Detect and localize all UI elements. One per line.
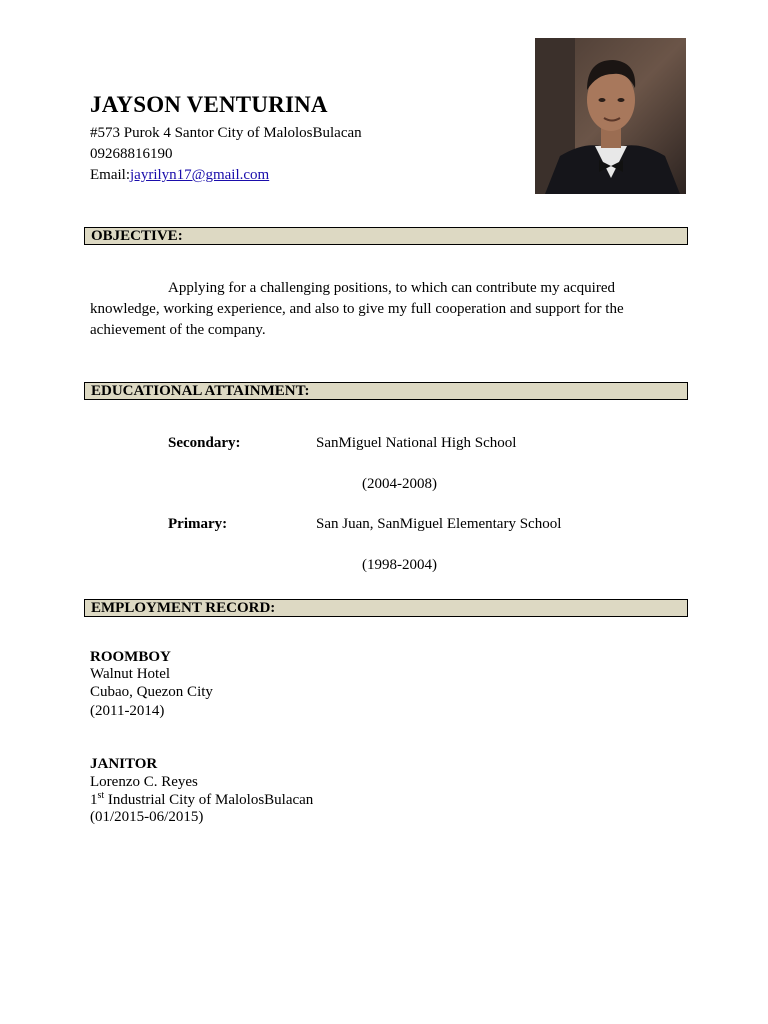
primary-label: Primary:	[168, 516, 228, 532]
profile-photo	[535, 38, 686, 194]
objective-text: Applying for a challenging positions, to which can contribute my acquired knowledge, working experience, and also to give my full cooperation and support for the achievement of the company.	[90, 280, 624, 338]
secondary-years: (2004-2008)	[362, 476, 437, 492]
address: #573 Purok 4 Santor City of MalolosBulacan	[90, 125, 362, 141]
job-title: JANITOR	[90, 756, 158, 772]
job-location: Cubao, Quezon City	[90, 684, 213, 700]
objective-heading: OBJECTIVE:	[84, 227, 688, 245]
email-label: Email:	[90, 167, 130, 183]
job-employer: Walnut Hotel	[90, 666, 171, 682]
education-heading: EDUCATIONAL ATTAINMENT:	[84, 382, 688, 400]
primary-years: (1998-2004)	[362, 557, 437, 573]
email-line	[90, 166, 269, 184]
job-location: 1st Industrial City of MalolosBulacan	[90, 790, 314, 808]
secondary-label: Secondary:	[168, 435, 241, 451]
job-period: (01/2015-06/2015)	[90, 809, 204, 825]
applicant-name: JAYSON VENTURINA	[90, 92, 328, 117]
primary-school: San Juan, SanMiguel Elementary School	[316, 516, 562, 532]
portrait-image	[535, 38, 686, 194]
email-link[interactable]: jayrilyn17@gmail.com	[130, 167, 270, 183]
employment-heading: EMPLOYMENT RECORD:	[84, 599, 688, 617]
job-title: ROOMBOY	[90, 649, 171, 665]
job-employer: Lorenzo C. Reyes	[90, 774, 198, 790]
secondary-school: SanMiguel National High School	[316, 435, 517, 451]
job-period: (2011-2014)	[90, 703, 165, 719]
phone-number: 09268816190	[90, 146, 173, 162]
